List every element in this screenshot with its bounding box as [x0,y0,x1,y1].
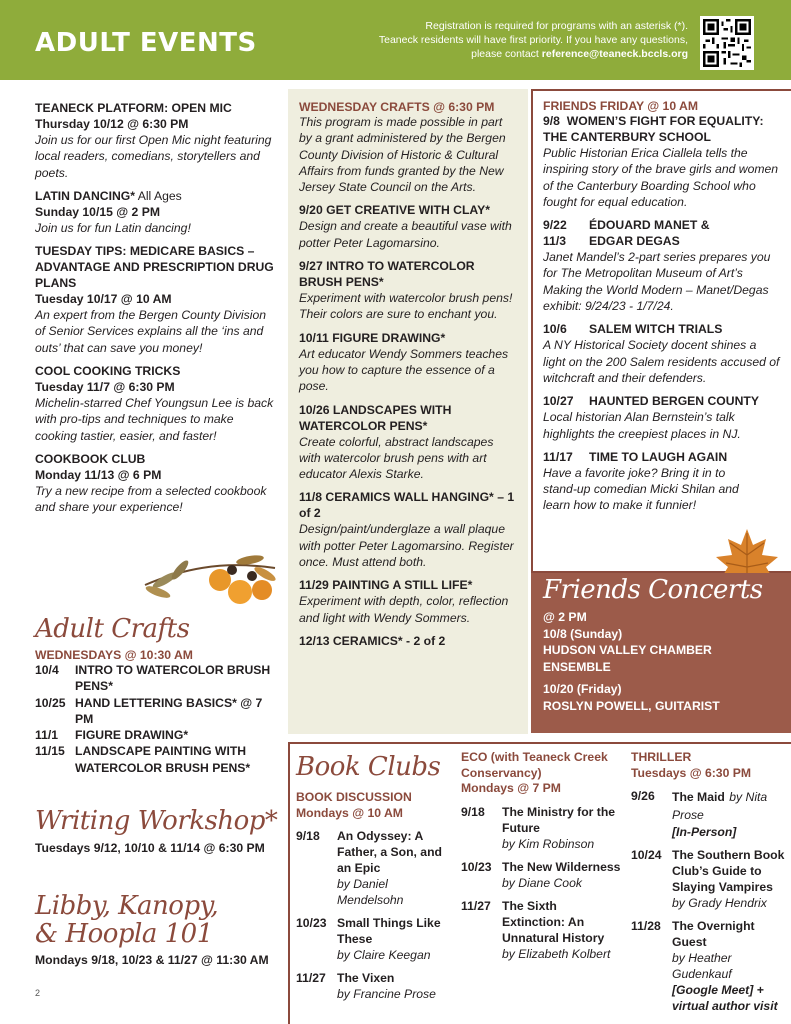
craft-title: INTRO TO WATERCOLOR BRUSH PENS* [75,663,271,694]
book-date: 11/27 [461,898,491,913]
friends-description: Have a favorite joke? Bring it in to stand-up comedian Micki Shilan and learn how to make it funnier! [543,465,739,513]
note-line: Teaneck residents will have first priority. If you have any questions, [378,34,688,46]
concert-name: HUDSON VALLEY CHAMBER ENSEMBLE [543,643,712,674]
craft-item [299,633,518,649]
book-author: by Nita Prose [672,790,768,822]
book-format: [In-Person] [672,825,737,839]
event-time: Tuesday 11/7 @ 6:30 PM [35,380,175,395]
book-author: by Claire Keegan [337,948,431,962]
event-time: Tuesday 10/17 @ 10 AM [35,292,172,307]
friends-date: 10/6 [543,322,567,337]
event-item [35,243,275,356]
event-item [35,451,275,516]
event-title: LATIN DANCING* [35,188,135,203]
section-subheading: WEDNESDAYS @ 10:30 AM [35,648,193,662]
section-title: Adult Crafts [35,614,190,644]
friends-title: TIME TO LAUGH AGAIN [589,449,728,464]
craft-item [299,330,518,395]
book-date: 10/23 [296,916,327,930]
book-row [296,828,456,908]
book-title: The Sixth Extinction: An Unnatural History [502,898,605,945]
craft-date: 10/25 [35,695,66,710]
friends-item [543,393,781,442]
section-title: Writing Workshop* [35,806,278,836]
craft-title: 9/20 GET CREATIVE WITH CLAY* [299,203,490,218]
book-author: by Daniel Mendelsohn [337,877,404,907]
concerts-body [543,609,773,714]
book-author: by Kim Robinson [502,836,595,851]
friends-item [543,449,781,514]
friends-item [543,113,781,210]
club-heading: THRILLER [631,750,692,764]
friends-description: A NY Historical Society docent shines a light on the 200 Salem residents accused of witchcraft and their defenders. [543,338,780,385]
friends-description: Janet Mandel’s 2-part series prepares you for The Metropolitan Museum of Art’s Making the World Modern – Manet/Degas exhibit: 9/24/23 - 1/7/24. [543,250,771,314]
friends-item [543,217,781,314]
note-line: please contact [471,48,542,60]
craft-row [35,662,280,695]
friends-date: 9/22 [543,218,567,233]
craft-title: 11/8 CERAMICS WALL HANGING* – 1 of 2 [299,490,515,521]
grant-note: This program is made possible in part by a grant administered by the Bergen County Division of Historic & Cultural Affairs from funds granted by the New Jersey State Council on the Arts. [299,115,506,195]
book-title: The Maid [672,790,725,804]
section-heading: WEDNESDAY CRAFTS @ 6:30 PM [299,100,495,114]
craft-description: Experiment with depth, color, reflection and light with Wendy Sommers. [299,594,509,625]
section-time: Tuesdays 9/12, 10/10 & 11/14 @ 6:30 PM [35,841,265,855]
craft-item [299,402,518,483]
page-number: 2 [35,988,41,998]
craft-title: 11/29 PAINTING A STILL LIFE* [299,578,473,593]
event-title: COOL COOKING TRICKS [35,364,181,379]
event-title-suffix: All Ages [134,188,182,203]
craft-row [35,727,280,743]
book-row [296,970,456,1002]
event-description: An expert from the Bergen County Division of Senior Services explains all the ‘ins and outs’ that can save you money! [35,308,266,355]
book-title: The Southern Book Club’s Guide to Slaying Vampires [672,848,785,894]
section-heading: FRIENDS FRIDAY @ 10 AM [543,99,699,113]
writing-workshop-section [35,806,280,857]
contact-email-link[interactable]: reference@teaneck.bccls.org [541,48,688,60]
section-title: Friends Concerts [543,575,763,605]
club-heading: BOOK DISCUSSION [296,790,412,804]
event-item [35,363,275,444]
craft-title: 9/27 INTRO TO WATERCOLOR BRUSH PENS* [299,259,475,290]
event-description: Join us for our first Open Mic night featuring local readers, comedians, storytellers and poets. [35,133,272,180]
club-time: Mondays @ 7 PM [461,781,561,795]
craft-row [35,695,280,728]
event-description: Join us for fun Latin dancing! [35,220,191,235]
book-title: The New Wilderness [502,859,621,874]
event-title: COOKBOOK CLUB [35,451,146,466]
craft-title: FIGURE DRAWING* [75,728,189,743]
event-time: Sunday 10/15 @ 2 PM [35,204,161,219]
book-date: 9/26 [631,789,655,803]
friends-title: SALEM WITCH TRIALS [589,322,723,337]
book-row [631,847,791,911]
page-title: ADULT EVENTS [35,28,257,58]
craft-title: LANDSCAPE PAINTING WITH WATERCOLOR BRUSH PENS* [75,744,251,775]
qr-code-icon[interactable] [700,16,754,70]
craft-item [299,577,518,626]
book-date: 11/27 [296,971,326,985]
book-date: 11/28 [631,919,661,933]
club-time: Mondays @ 10 AM [296,805,403,820]
book-clubs-panel [288,742,791,1024]
craft-title: 10/26 LANDSCAPES WITH WATERCOLOR PENS* [299,402,452,433]
craft-description: Design and create a beautiful vase with potter Peter Lagomarsino. [299,219,512,250]
book-row [631,918,791,1014]
club-heading: ECO (with Teaneck Creek Conservancy) [461,750,608,780]
book-author: by Elizabeth Kolbert [502,946,611,961]
concert-date: 10/20 (Friday) [543,682,622,696]
friends-date: 11/3 [543,234,567,249]
book-date: 9/18 [461,804,485,819]
friends-date: 9/8 [543,114,560,128]
book-author: by Francine Prose [337,987,436,1001]
craft-description: Experiment with watercolor brush pens! Their colors are sure to enchant you. [299,291,513,322]
concert-date: 10/8 (Sunday) [543,626,623,641]
book-row [631,788,791,840]
section-title: & Hoopla 101 [35,919,213,949]
book-date: 10/23 [461,859,492,874]
header-banner [0,0,791,80]
craft-title: 12/13 CERAMICS* - 2 of 2 [299,633,446,648]
book-title: Small Things Like These [337,916,441,946]
craft-title: 10/11 FIGURE DRAWING* [299,330,446,345]
book-format: [Google Meet] + virtual author visit [672,983,778,1013]
book-date: 10/24 [631,848,662,862]
friends-title: WOMEN’S FIGHT FOR EQUALITY: THE CANTERBURY SCHOOL [543,114,764,144]
craft-item [299,258,518,323]
craft-title: HAND LETTERING BASICS* @ 7 PM [75,695,263,726]
book-row [296,915,456,963]
book-title: The Ministry for the Future [502,804,616,835]
event-item [35,188,275,236]
friends-title: ÉDOUARD MANET & [589,218,710,233]
book-title: The Overnight Guest [672,919,755,949]
section-title: Book Clubs [296,752,441,782]
book-row [461,804,621,852]
craft-item [299,489,518,570]
event-time: Thursday 10/12 @ 6:30 PM [35,117,189,131]
friends-friday-panel [531,89,791,573]
note-line: Registration is required for programs with an asterisk (*). [425,20,688,32]
registration-note [308,19,688,61]
book-row [461,898,621,962]
friends-date: 11/17 [543,449,573,464]
friends-title: HAUNTED BERGEN COUNTY [589,394,759,409]
event-item [35,100,275,181]
adult-crafts-section [35,614,280,776]
friends-date: 10/27 [543,394,574,409]
book-title: An Odyssey: A Father, a Son, and an Epic [337,829,442,875]
craft-description: Art educator Wendy Sommers teaches you how to capture the essence of a pose. [299,346,509,394]
libby-kanopy-hoopla-section [35,892,280,969]
book-author: by Heather Gudenkauf [672,951,732,981]
friends-concerts-panel [531,573,791,733]
friends-item [543,321,781,386]
eco-book-club-column [461,744,621,962]
friends-description: Public Historian Erica Ciallela tells the inspiring story of the brave girls and women of the Canterbury Boarding School who fought for equal education. [543,146,779,209]
book-discussion-column [296,744,456,1002]
wednesday-crafts-panel [288,89,528,734]
craft-description: Design/paint/underglaze a wall plaque with potter Peter Lagomarsino. Register once. Must attend both. [299,522,514,570]
craft-date: 10/4 [35,663,59,677]
section-title: Libby, Kanopy, [35,891,219,921]
craft-date: 11/15 [35,744,65,759]
book-author: by Grady Hendrix [672,896,767,910]
book-title: The Vixen [337,971,395,985]
autumn-branch-icon [140,540,280,615]
event-description: Try a new recipe from a selected cookbook and share your experience! [35,483,267,515]
book-date: 9/18 [296,829,320,843]
club-time: Tuesdays @ 6:30 PM [631,765,752,780]
craft-description: Create colorful, abstract landscapes with watercolor brush pens with art educator Alexis Starke. [299,434,494,482]
friends-title: EDGAR DEGAS [589,234,680,249]
book-row [461,859,621,891]
event-title: TEANECK PLATFORM: OPEN MIC [35,101,232,115]
adult-events-list [35,100,275,523]
concert-time: @ 2 PM [543,610,587,624]
craft-date: 11/1 [35,728,59,743]
concert-name: ROSLYN POWELL, GUITARIST [543,698,720,713]
friends-description: Local historian Alan Bernstein’s talk highlights the creepiest places in NJ. [543,410,741,441]
event-title: TUESDAY TIPS: MEDICARE BASICS – ADVANTAGE AND PRESCRIPTION DRUG PLANS [35,244,274,291]
craft-item [299,202,518,251]
event-description: Michelin-starred Chef Youngsun Lee is back with pro-tips and techniques to make cooking tastier, easier, and faster! [35,396,274,443]
event-time: Monday 11/13 @ 6 PM [35,467,162,482]
thriller-book-club-column [631,744,791,1014]
section-time: Mondays 9/18, 10/23 & 11/27 @ 11:30 AM [35,953,269,967]
craft-row [35,743,280,776]
book-author: by Diane Cook [502,875,582,890]
